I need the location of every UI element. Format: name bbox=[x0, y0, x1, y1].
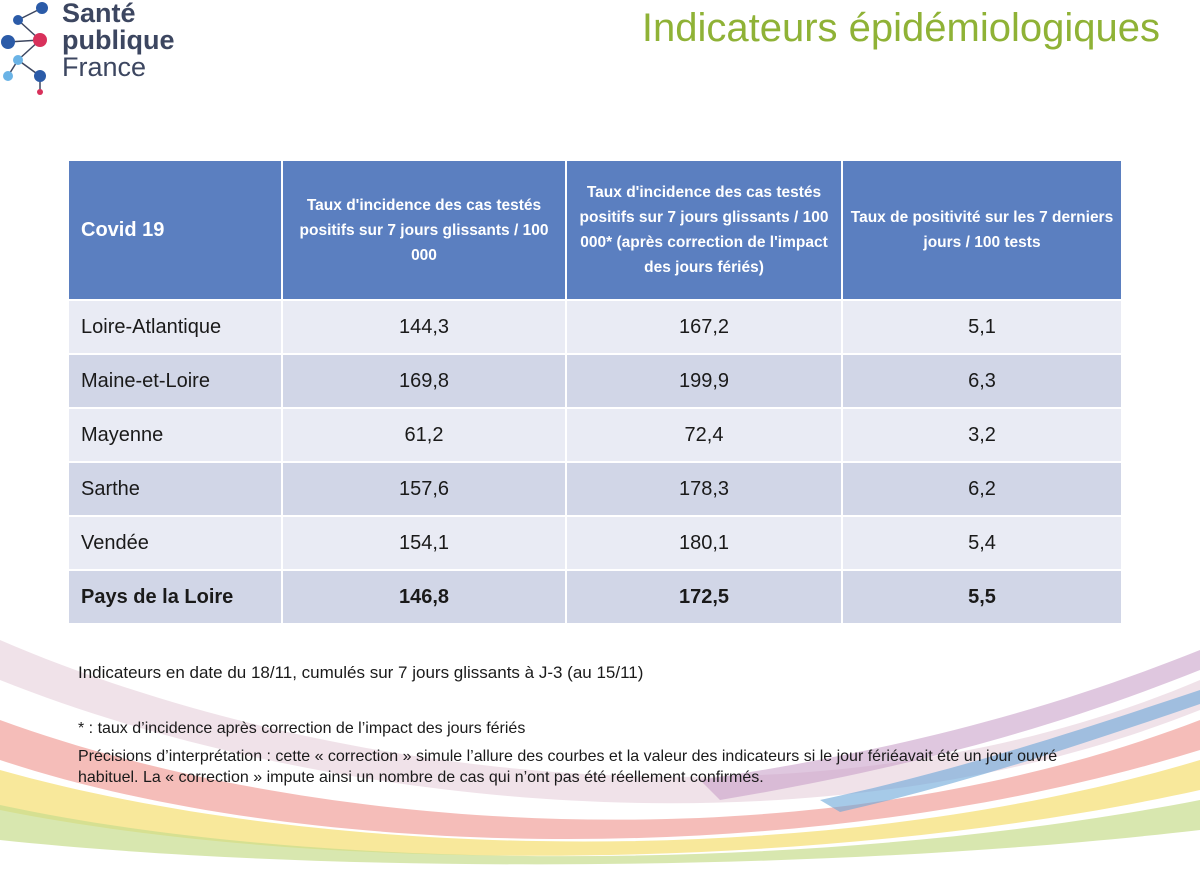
positivity-value: 5,1 bbox=[842, 300, 1122, 354]
incidence-value: 154,1 bbox=[282, 516, 566, 570]
incidence-corrected-value: 167,2 bbox=[566, 300, 842, 354]
note-date: Indicateurs en date du 18/11, cumulés sur 7 jours glissants à J-3 (au 15/11) bbox=[78, 663, 644, 682]
logo-dots-icon bbox=[0, 0, 60, 100]
incidence-value: 169,8 bbox=[282, 354, 566, 408]
header-incidence-corrected: Taux d'incidence des cas testés positifs sur 7 jours glissants / 100 000* (après correction de l'impact des jours fériés) bbox=[566, 160, 842, 300]
logo-line-2: publique bbox=[62, 25, 175, 55]
incidence-value: 61,2 bbox=[282, 408, 566, 462]
incidence-corrected-value: 72,4 bbox=[566, 408, 842, 462]
table-total-row bbox=[68, 570, 1122, 624]
positivity-value: 6,2 bbox=[842, 462, 1122, 516]
page-title: Indicateurs épidémiologiques bbox=[641, 6, 1160, 50]
header-incidence: Taux d'incidence des cas testés positifs sur 7 jours glissants / 100 000 bbox=[282, 160, 566, 300]
header-covid19: Covid 19 bbox=[68, 160, 282, 300]
incidence-corrected-value: 178,3 bbox=[566, 462, 842, 516]
incidence-corrected-value: 180,1 bbox=[566, 516, 842, 570]
table-header-row bbox=[68, 160, 1122, 300]
sante-publique-france-logo bbox=[0, 0, 190, 100]
row-label: Mayenne bbox=[68, 408, 282, 462]
table-row bbox=[68, 516, 1122, 570]
incidence-corrected-value: 172,5 bbox=[566, 570, 842, 624]
incidence-corrected-value: 199,9 bbox=[566, 354, 842, 408]
note-precision: Précisions d’interprétation : cette « correction » simule l’allure des courbes et la valeur des indicateurs si le jour fériéavait été un jour ouvré habituel. La « correction » impute ainsi un nombre de cas qui n’ont pas été réellement confirmés. bbox=[78, 748, 1058, 786]
row-label: Vendée bbox=[68, 516, 282, 570]
header-positivity: Taux de positivité sur les 7 derniers jours / 100 tests bbox=[842, 160, 1122, 300]
logo-line-3: France bbox=[62, 52, 147, 82]
table-row bbox=[68, 354, 1122, 408]
positivity-value: 6,3 bbox=[842, 354, 1122, 408]
table-row bbox=[68, 300, 1122, 354]
incidence-value: 146,8 bbox=[282, 570, 566, 624]
row-label: Loire-Atlantique bbox=[68, 300, 282, 354]
incidence-value: 157,6 bbox=[282, 462, 566, 516]
row-label: Maine-et-Loire bbox=[68, 354, 282, 408]
table-row bbox=[68, 462, 1122, 516]
logo-line-1: Santé bbox=[62, 0, 136, 28]
indicators-table bbox=[67, 159, 1123, 625]
note-footnote: * : taux d’incidence après correction de l’impact des jours fériés bbox=[78, 720, 526, 737]
incidence-value: 144,3 bbox=[282, 300, 566, 354]
positivity-value: 5,4 bbox=[842, 516, 1122, 570]
row-label: Pays de la Loire bbox=[68, 570, 282, 624]
table-row bbox=[68, 408, 1122, 462]
positivity-value: 3,2 bbox=[842, 408, 1122, 462]
row-label: Sarthe bbox=[68, 462, 282, 516]
positivity-value: 5,5 bbox=[842, 570, 1122, 624]
